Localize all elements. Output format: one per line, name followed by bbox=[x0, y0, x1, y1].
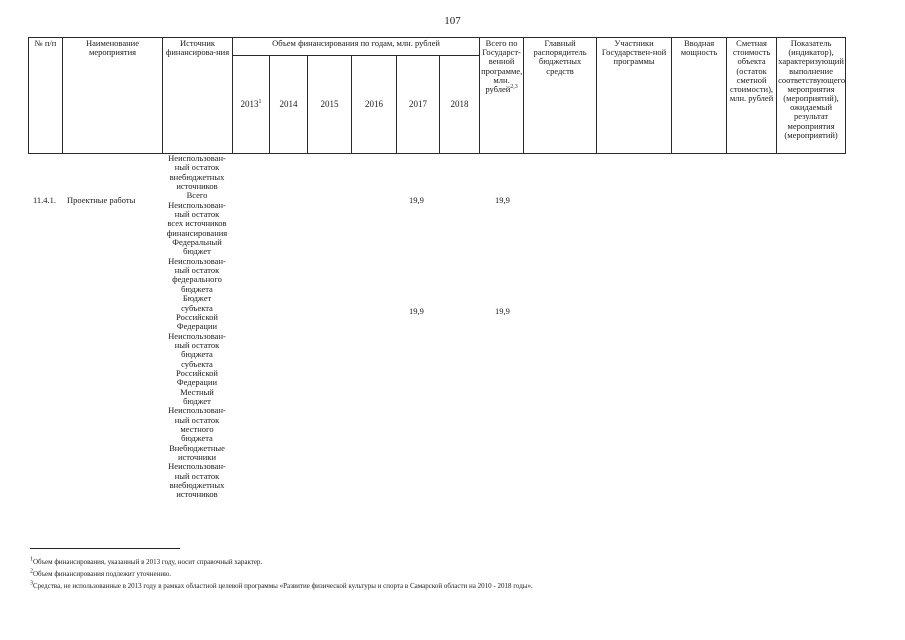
funding-source-list bbox=[150, 154, 244, 500]
funding-source-line: Неиспользован- bbox=[168, 153, 226, 163]
footnote-2-mark: 2 bbox=[30, 568, 33, 575]
year-2013-label: 2013 bbox=[240, 98, 259, 109]
header-total-text: Всего по Государст-венной программе, млн. рублей bbox=[481, 38, 523, 94]
funding-source-line: ный остаток bbox=[174, 209, 220, 220]
value-regional-program: 19,9 bbox=[495, 306, 510, 316]
page-number: 107 bbox=[444, 15, 461, 27]
header-year-2016: 2016 bbox=[352, 56, 397, 154]
footnote-1-mark: 1 bbox=[30, 556, 33, 563]
header-year-2015: 2015 bbox=[308, 56, 352, 154]
footnote-2-text: Объем финансирования подлежит уточнению. bbox=[33, 570, 172, 578]
footnote-3-text: Средства, не использованные в 2013 году в рамках областной целевой программы «Развитие физической культуры и спорта в Самарской области на 2010 - 2018 годы». bbox=[33, 582, 533, 590]
funding-source-line: субъекта bbox=[181, 358, 213, 369]
header-estimate: Сметная стоимость объекта (остаток сметной стоимости), млн. рублей bbox=[727, 38, 777, 154]
funding-source-line: Неиспользован- bbox=[168, 199, 226, 210]
header-year-2013 bbox=[233, 56, 270, 154]
funding-source-line: Российской bbox=[176, 367, 218, 378]
header-year-2018: 2018 bbox=[440, 56, 480, 154]
funding-source-line: Федерации bbox=[176, 321, 218, 332]
funding-source-line: Бюджет bbox=[182, 293, 212, 304]
footnote-1 bbox=[30, 558, 262, 566]
funding-source-line: ный остаток bbox=[174, 470, 220, 481]
funding-source-line: ный остаток bbox=[174, 265, 220, 276]
header-name: Наименование мероприятия bbox=[63, 38, 163, 154]
funding-source-line: субъекта bbox=[181, 302, 213, 313]
footnote-3-mark: 3 bbox=[30, 580, 33, 587]
funding-source-line: федерального bbox=[172, 274, 222, 285]
header-total bbox=[480, 38, 524, 154]
header-funding: Объем финансирования по годам, млн. рублей bbox=[233, 38, 480, 56]
funding-source-line: источники bbox=[177, 452, 216, 462]
funding-source-line: бюджет bbox=[183, 395, 211, 406]
row-number: 11.4.1. bbox=[33, 195, 57, 205]
funding-source-line: бюджета bbox=[181, 349, 213, 360]
program-table-header bbox=[28, 37, 846, 154]
header-participants: Участники Государствен-ной программы bbox=[597, 38, 672, 154]
header-chief-manager: Главный распорядитель бюджетных средств bbox=[524, 38, 597, 154]
header-total-footnote-mark: 2,3 bbox=[510, 84, 518, 91]
funding-source-line: источников bbox=[176, 489, 218, 500]
funding-source-line: внебюджетных bbox=[169, 171, 225, 182]
funding-source-line: ный остаток bbox=[174, 162, 220, 173]
funding-source-line: Местный bbox=[180, 386, 214, 397]
value-total-2017: 19,9 bbox=[409, 195, 424, 205]
funding-source-line: Неиспользован- bbox=[168, 330, 226, 341]
header-num: № п/п bbox=[29, 38, 63, 154]
footnote-3 bbox=[30, 582, 533, 590]
header-indicator: Показатель (индикатор), характеризующий выполнение соответствующего мероприятия (мероприятий), ожидаемый результат мероприятия (мероприятий) bbox=[777, 38, 846, 154]
funding-source-line: местного bbox=[180, 423, 214, 434]
funding-source-line: Неиспользован- bbox=[168, 405, 226, 416]
funding-source-line: бюджета bbox=[181, 283, 213, 294]
funding-source-line: Внебюджетные bbox=[169, 442, 225, 453]
value-regional-2017: 19,9 bbox=[409, 306, 424, 316]
header-year-2014: 2014 bbox=[270, 56, 308, 154]
funding-source-line: финансирования bbox=[166, 227, 228, 238]
footnote-2 bbox=[30, 570, 171, 578]
funding-source-line: Федеральный bbox=[172, 237, 222, 248]
footnote-rule bbox=[30, 548, 180, 549]
funding-source-line: бюджет bbox=[183, 246, 211, 257]
value-total-program: 19,9 bbox=[495, 195, 510, 205]
row-activity-name: Проектные работы bbox=[67, 195, 136, 205]
funding-source-line: ный остаток bbox=[174, 414, 220, 425]
funding-source-line: Федерации bbox=[176, 377, 218, 388]
footnote-1-text: Объем финансирования, указанный в 2013 году, носит справочный характер. bbox=[33, 558, 263, 566]
funding-source-line: Неиспользован- bbox=[168, 255, 226, 266]
year-2013-footnote-mark: 1 bbox=[258, 98, 262, 105]
funding-source-line: Российской bbox=[176, 311, 218, 322]
funding-source-line: бюджета bbox=[181, 433, 213, 444]
funding-source-line: источников bbox=[176, 181, 218, 192]
funding-source-line: всех источников bbox=[167, 218, 227, 229]
funding-source-line: внебюджетных bbox=[169, 480, 225, 491]
funding-source-line: Неиспользован- bbox=[168, 461, 226, 472]
header-capacity: Вводная мощность bbox=[672, 38, 727, 154]
funding-source-line: ный остаток bbox=[174, 339, 220, 350]
header-year-2017: 2017 bbox=[397, 56, 440, 154]
funding-source-line: Всего bbox=[186, 190, 208, 201]
header-source: Источник финансирова-ния bbox=[163, 38, 233, 154]
